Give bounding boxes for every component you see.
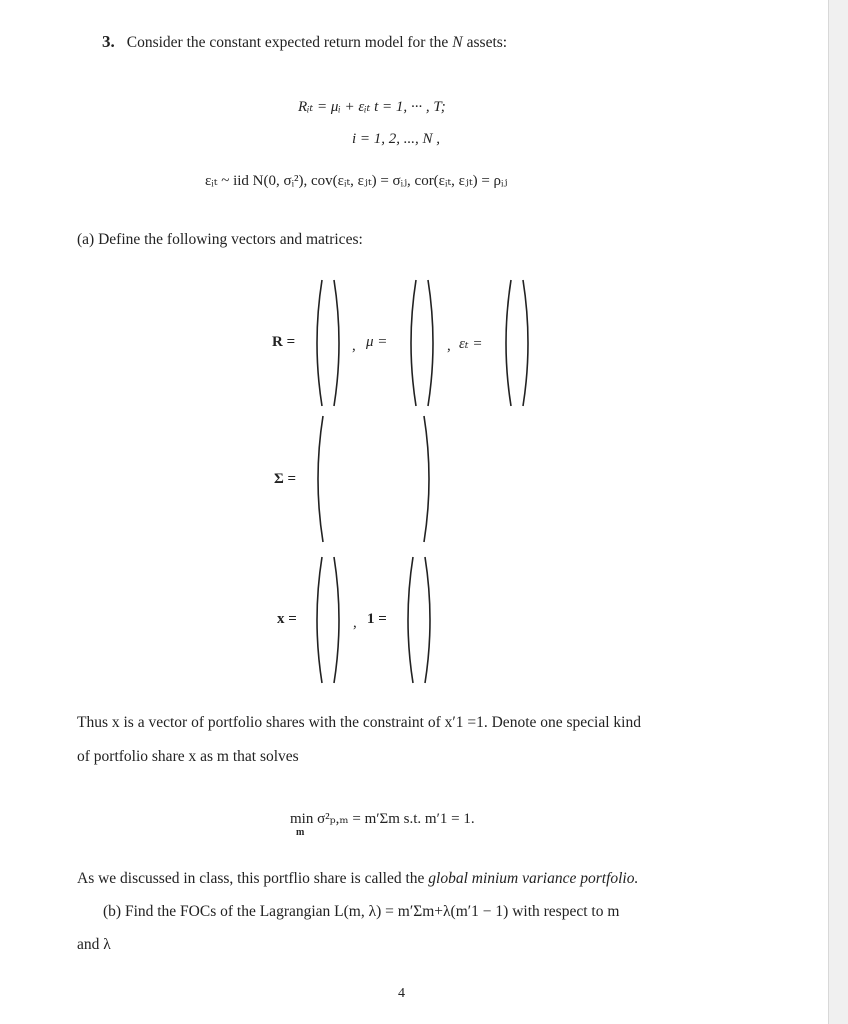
model-equation-2: i = 1, 2, ..., N , xyxy=(352,131,441,147)
label-x: x = xyxy=(277,611,297,627)
min-subscript: m xyxy=(296,827,305,838)
problem-header xyxy=(102,32,507,52)
paragraph-discussed xyxy=(77,870,638,888)
vector-x-left-paren xyxy=(310,555,324,685)
page-number: 4 xyxy=(398,986,405,1001)
vector-one-left-paren xyxy=(401,555,415,685)
problem-intro: Consider the constant expected return model for the xyxy=(126,34,449,51)
part-b-line-2: and λ xyxy=(77,936,111,953)
label-mu: μ = xyxy=(366,334,388,350)
label-R: R = xyxy=(272,334,296,350)
scrollbar-gutter[interactable] xyxy=(828,0,848,1024)
comma-3: , xyxy=(353,615,357,631)
discussed-italic: global minium variance portfolio. xyxy=(428,870,639,887)
discussed-prefix: As we discussed in class, this portflio share is called the xyxy=(77,870,425,887)
label-one: 1 = xyxy=(367,611,387,627)
paragraph-thus-line-2: of portfolio share x as m that solves xyxy=(77,748,299,765)
comma-2: , xyxy=(447,338,451,354)
model-equation-3: εᵢₜ ~ iid N(0, σᵢ²), cov(εᵢₜ, εⱼₜ) = σᵢⱼ, cor(εᵢₜ, εⱼₜ) = ρᵢⱼ xyxy=(205,173,508,189)
problem-number: 3. xyxy=(102,32,115,51)
paragraph-thus-line-1: Thus x is a vector of portfolio shares with the constraint of x′1 =1. Denote one special kind xyxy=(77,714,641,731)
vector-mu-right-paren xyxy=(426,278,440,408)
comma-1: , xyxy=(352,338,356,354)
label-sigma: Σ = xyxy=(274,471,297,487)
vector-mu-left-paren xyxy=(404,278,418,408)
vector-eps-left-paren xyxy=(499,278,513,408)
vector-eps-right-paren xyxy=(521,278,535,408)
min-equation: min σ²ₚ,ₘ = m′Σm s.t. m′1 = 1. xyxy=(290,811,475,827)
part-a-intro: (a) Define the following vectors and matrices: xyxy=(77,231,363,248)
problem-intro-var: N xyxy=(452,34,463,51)
vector-R-right-paren xyxy=(332,278,346,408)
vector-x-right-paren xyxy=(332,555,346,685)
matrix-sigma-left-paren xyxy=(311,414,325,544)
vector-one-right-paren xyxy=(423,555,437,685)
part-b-line-1: (b) Find the FOCs of the Lagrangian L(m, λ) = m′Σm+λ(m′1 − 1) with respect to m xyxy=(103,903,620,920)
label-eps: εₜ = xyxy=(459,336,483,352)
model-equation-1: Rᵢₜ = μᵢ + εᵢₜ t = 1, ··· , T; xyxy=(298,99,446,115)
vector-R-left-paren xyxy=(310,278,324,408)
problem-intro-tail: assets: xyxy=(466,34,508,51)
matrix-sigma-right-paren xyxy=(422,414,436,544)
